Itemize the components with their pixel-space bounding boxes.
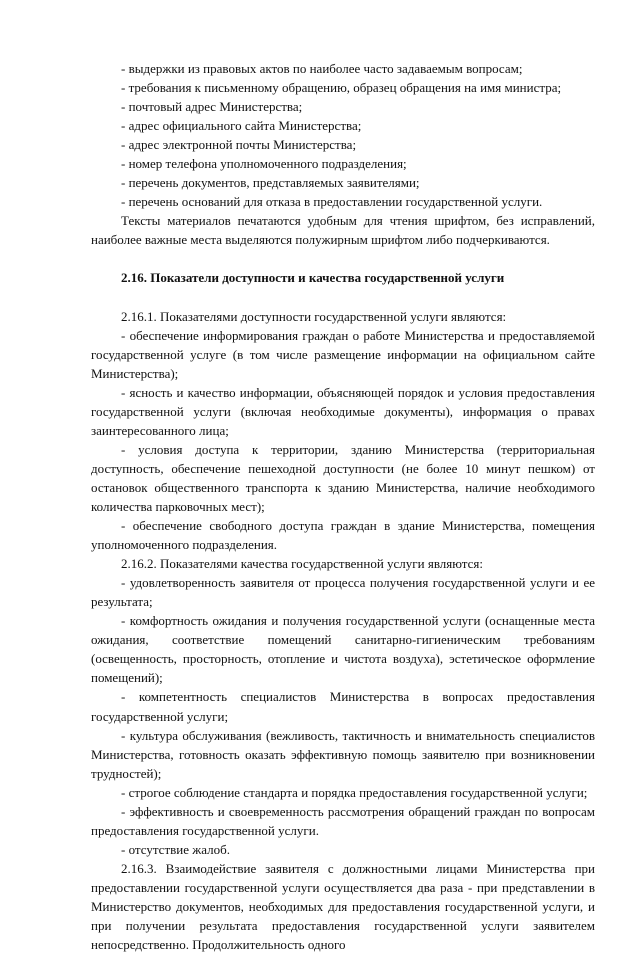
list-item: - перечень документов, представляемых заявителями; — [121, 175, 420, 191]
spacer — [91, 288, 595, 307]
list-item: - компетентность специалистов Министерства в вопросах предоставления государственной услуги; — [91, 689, 595, 724]
list-item: - адрес электронной почты Министерства; — [121, 137, 357, 153]
interaction-paragraph: 2.16.3. Взаимодействие заявителя с должностными лицами Министерства при предоставлении государственной услуги осуществляется два раза - при представлении в Министерство документов, необходимых для предоставления государственной услуги, и при получении результата предоставления государственной услуги заявителем непосредственно. Продолжительность одного — [91, 860, 595, 953]
list-item: - выдержки из правовых актов по наиболее часто задаваемым вопросам; — [121, 61, 523, 76]
section-heading: 2.16. Показатели доступности и качества государственной услуги — [121, 270, 505, 286]
list-item: - ясность и качество информации, объясняющей порядок и условия предоставления государственной услуги (включая необходимые документы), информация о правах заинтересованного лица; — [91, 384, 595, 438]
document-body — [91, 59, 595, 954]
list-item: - обеспечение свободного доступа граждан в здание Министерства, помещения уполномоченного подразделения. — [91, 518, 595, 553]
list-item: - комфортность ожидания и получения государственной услуги (оснащенные места ожидания, соответствие помещений санитарно-гигиеническим требованиям (освещенность, просторность, отопление и чистота воздуха), эстетическое оформление помещений); — [91, 613, 595, 686]
quality-intro: 2.16.2. Показателями качества государственной услуги являются: — [121, 556, 483, 572]
list-item: - отсутствие жалоб. — [121, 841, 230, 857]
materials-note: Тексты материалов печатаются удобным для чтения шрифтом, без исправлений, наиболее важные места выделяются полужирным шрифтом либо подчеркиваются. — [91, 213, 595, 248]
list-item: - обеспечение информирования граждан о работе Министерства и предоставляемой государственной услуге (в том числе размещение информации на официальном сайте Министерства); — [91, 327, 595, 381]
list-item: - почтовый адрес Министерства; — [121, 99, 303, 115]
list-item: - удовлетворенность заявителя от процесса получения государственной услуги и ее результата; — [91, 575, 595, 610]
list-item: - перечень оснований для отказа в предоставлении государственной услуги. — [121, 194, 543, 210]
list-item: - адрес официального сайта Министерства; — [121, 118, 362, 134]
list-item: - культура обслуживания (вежливость, тактичность и внимательность специалистов Министерства, готовность оказать эффективную помощь заявителю при возникновении трудностей); — [91, 727, 595, 781]
list-item: - номер телефона уполномоченного подразделения; — [121, 156, 407, 172]
spacer — [91, 249, 595, 268]
list-item: - требования к письменному обращению, образец обращения на имя министра; — [121, 80, 562, 96]
list-item: - условия доступа к территории, зданию Министерства (территориальная доступность, обеспечение пешеходной доступности (не более 10 минут пешком) от остановок общественного транспорта к зданию Министерства, наличие необходимого количества парковочных мест); — [91, 441, 595, 514]
list-item: - эффективность и своевременность рассмотрения обращений граждан по вопросам предоставления государственной услуги. — [91, 803, 595, 838]
accessibility-intro: 2.16.1. Показателями доступности государственной услуги являются: — [121, 308, 507, 324]
list-item: - строгое соблюдение стандарта и порядка предоставления государственной услуги; — [121, 784, 588, 800]
